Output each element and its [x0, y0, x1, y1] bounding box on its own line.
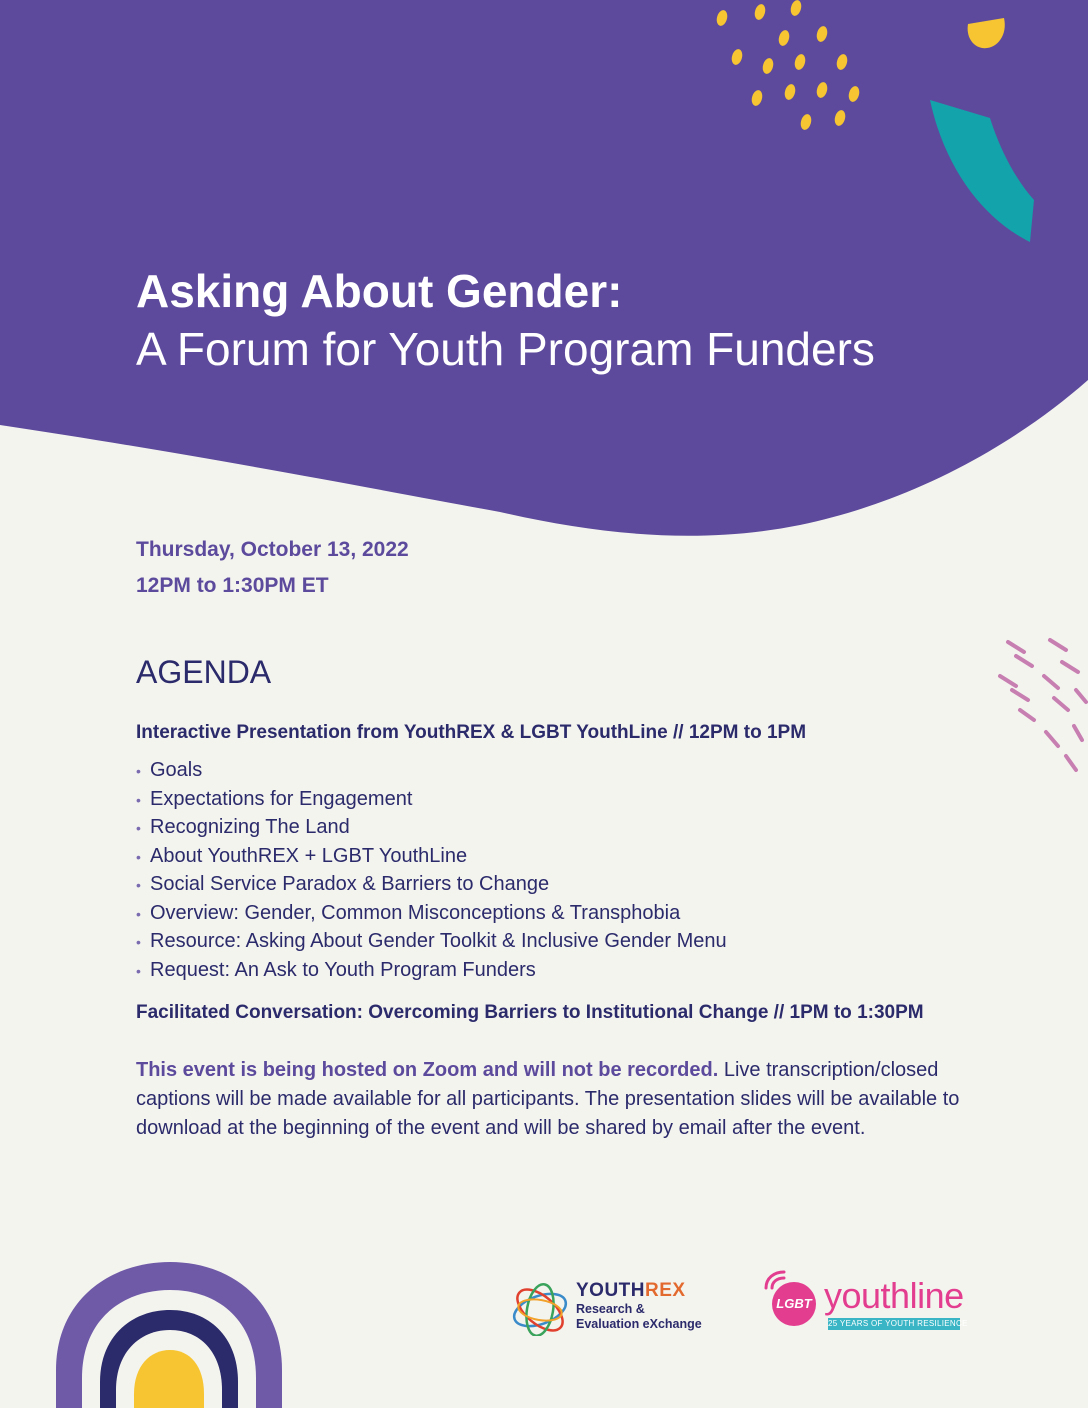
list-item — [136, 813, 727, 842]
bullet-icon: • — [136, 820, 141, 836]
youthrex-line2: Evaluation eXchange — [576, 1317, 702, 1331]
note-highlight: This event is being hosted on Zoom and will not be recorded. — [136, 1059, 719, 1081]
agenda-item-label: Expectations for Engagement — [150, 787, 413, 810]
agenda-item-label: Resource: Asking About Gender Toolkit & Inclusive Gender Menu — [150, 930, 727, 952]
rainbow-arch — [56, 1262, 282, 1408]
youthline-wordmark: youthline — [824, 1275, 964, 1316]
youthrex-name-part2: REX — [645, 1280, 686, 1301]
event-note — [136, 1056, 966, 1143]
youthrex-name-part1: YOUTH — [576, 1280, 645, 1301]
list-item — [136, 756, 727, 785]
event-date: Thursday, October 13, 2022 — [136, 538, 409, 561]
list-item — [136, 870, 727, 899]
page-title — [136, 262, 875, 378]
list-item — [136, 956, 727, 985]
bullet-icon: • — [136, 905, 141, 922]
event-datetime — [136, 532, 409, 604]
list-item — [136, 785, 727, 814]
agenda-item-label: Recognizing The Land — [150, 816, 350, 838]
agenda-item-label: Goals — [150, 759, 203, 781]
title-line-2: A Forum for Youth Program Funders — [136, 323, 875, 375]
bullet-icon: • — [136, 848, 141, 865]
youthrex-text — [576, 1280, 702, 1332]
note-body: Live transcription/closed captions will be made available for all participants. The presentation slides will be available to download at the beginning of the event and will be shared by email after the event. — [136, 1059, 960, 1139]
list-item — [136, 927, 727, 956]
event-time: 12PM to 1:30PM ET — [136, 574, 329, 597]
agenda-item-label: Overview: Gender, Common Misconceptions & Transphobia — [150, 901, 681, 924]
youthrex-name — [576, 1280, 702, 1302]
list-item — [136, 842, 727, 871]
bullet-icon: • — [136, 934, 141, 950]
pink-dashes — [1000, 640, 1086, 770]
bullet-icon: • — [136, 791, 141, 808]
agenda-item-label: Request: An Ask to Youth Program Funders — [150, 958, 536, 981]
agenda-heading: AGENDA — [136, 654, 272, 690]
youthline-tagline: 25 YEARS OF YOUTH RESILIENCE — [828, 1319, 968, 1328]
list-item — [136, 899, 727, 928]
youthrex-globe-icon — [508, 1280, 572, 1336]
youthline-logo — [758, 1268, 978, 1334]
title-line-1: Asking About Gender: — [136, 265, 623, 317]
agenda-item-label: About YouthREX + LGBT YouthLine — [150, 844, 468, 867]
bullet-icon: • — [136, 877, 141, 893]
youthrex-logo — [508, 1280, 718, 1336]
agenda-section-2-title: Facilitated Conversation: Overcoming Barriers to Institutional Change // 1PM to 1:30PM — [136, 1002, 924, 1023]
youthrex-line1: Research & — [576, 1302, 645, 1316]
agenda-list — [136, 756, 727, 984]
agenda-item-label: Social Service Paradox & Barriers to Change — [150, 873, 550, 895]
bullet-icon: • — [136, 763, 141, 779]
bullet-icon: • — [136, 962, 141, 979]
agenda-section-1-title: Interactive Presentation from YouthREX & LGBT YouthLine // 12PM to 1PM — [136, 722, 807, 743]
lgbt-badge: LGBT — [772, 1282, 816, 1326]
